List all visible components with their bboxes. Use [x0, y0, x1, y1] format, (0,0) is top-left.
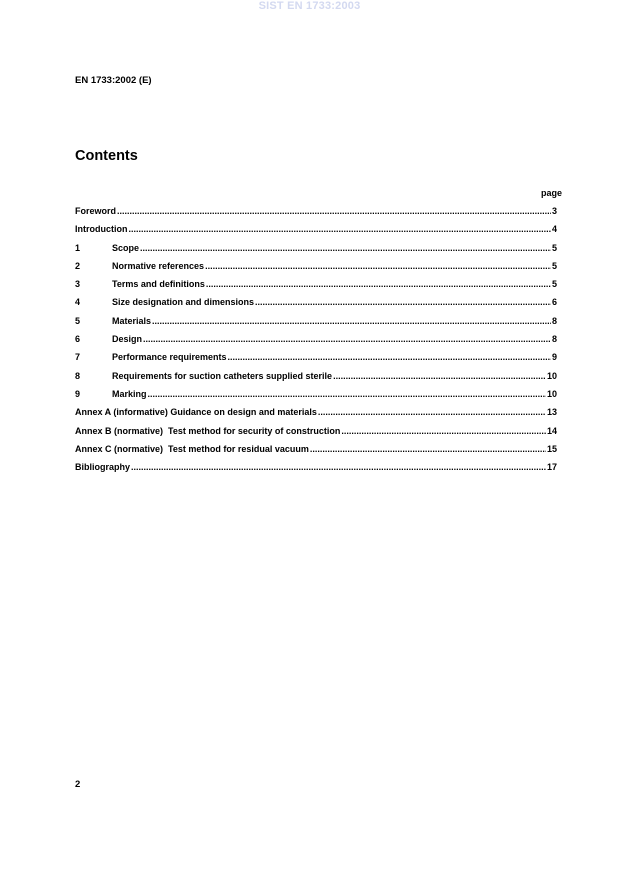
toc-entry-terms-and-definitions[interactable]: [75, 279, 557, 297]
toc-entry-number: 9: [75, 388, 81, 399]
toc-entry-label: Performance requirements: [112, 352, 227, 363]
page-number: 2: [75, 779, 81, 790]
toc-entry-page: 17: [546, 462, 557, 473]
toc-entry-label: Terms and definitions: [112, 279, 205, 290]
toc-entry-marking[interactable]: [75, 389, 557, 407]
toc-entry-materials[interactable]: [75, 316, 557, 334]
toc-entry-label: Design: [112, 334, 143, 345]
toc-entry-scope[interactable]: [75, 243, 557, 261]
toc-entry-page: 13: [546, 407, 557, 418]
toc-entry-label: Introduction: [75, 224, 128, 235]
toc-entry-page: 15: [546, 443, 557, 454]
toc-entry-page: 8: [551, 315, 557, 326]
toc-entry-introduction[interactable]: [75, 224, 557, 242]
toc-entry-foreword[interactable]: [75, 206, 557, 224]
toc-entry-number: 2: [75, 260, 81, 271]
toc-entry-number: 7: [75, 352, 81, 363]
dot-leader: [205, 261, 551, 271]
contents-heading: Contents: [75, 148, 138, 164]
dot-leader: [310, 444, 546, 454]
toc-entry-annex-c[interactable]: [75, 444, 557, 462]
toc-entry-page: 8: [551, 334, 557, 345]
toc-entry-performance-requirements[interactable]: [75, 352, 557, 370]
dot-leader: [318, 407, 546, 417]
dot-leader: [341, 426, 546, 436]
toc-entry-label: Requirements for suction catheters supplied sterile: [112, 370, 333, 381]
toc-entry-annex-b[interactable]: [75, 426, 557, 444]
page-column-label: page: [540, 188, 562, 198]
dot-leader: [228, 352, 551, 362]
toc-entry-label: Marking: [112, 388, 147, 399]
toc-entry-label: Foreword: [75, 206, 117, 216]
toc-entry-bibliography[interactable]: [75, 462, 557, 480]
toc-entry-page: 10: [546, 370, 557, 381]
dot-leader: [143, 334, 551, 344]
toc-entry-label: Scope: [112, 242, 140, 253]
dot-leader: [206, 279, 551, 289]
toc-entry-page: 4: [551, 224, 557, 235]
toc-entry-label: Annex B (normative) Test method for security of construction: [75, 425, 341, 436]
toc-entry-annex-a[interactable]: [75, 407, 557, 425]
dot-leader: [117, 206, 551, 216]
toc-entry-design[interactable]: [75, 334, 557, 352]
toc-entry-label: Annex A (informative) Guidance on design and materials: [75, 407, 317, 418]
toc-entry-page: 9: [551, 352, 557, 363]
toc-entry-normative-references[interactable]: [75, 261, 557, 279]
dot-leader: [140, 243, 551, 253]
toc-entry-page: 5: [551, 242, 557, 253]
toc-entry-label: Annex C (normative) Test method for residual vacuum: [75, 443, 309, 454]
dot-leader: [131, 462, 546, 472]
watermark: SIST EN 1733:2003: [258, 0, 361, 12]
dot-leader: [129, 224, 551, 234]
dot-leader: [152, 316, 551, 326]
document-id: EN 1733:2002 (E): [75, 75, 152, 86]
toc-entry-number: 3: [75, 279, 81, 290]
toc-entry-page: 3: [551, 206, 557, 216]
toc-entry-number: 6: [75, 334, 81, 345]
toc-entry-page: 5: [551, 279, 557, 290]
dot-leader: [333, 371, 546, 381]
toc-entry-label: Materials: [112, 315, 152, 326]
toc-entry-label: Bibliography: [75, 462, 131, 473]
toc-entry-page: 10: [546, 388, 557, 399]
toc-entry-number: 4: [75, 297, 81, 308]
table-of-contents: [75, 206, 557, 480]
toc-entry-number: 5: [75, 315, 81, 326]
toc-entry-page: 6: [551, 297, 557, 308]
toc-entry-size-designation[interactable]: [75, 297, 557, 315]
toc-entry-sterile-requirements[interactable]: [75, 371, 557, 389]
toc-entry-page: 14: [546, 425, 557, 436]
toc-entry-number: 1: [75, 242, 81, 253]
toc-entry-label: Normative references: [112, 260, 205, 271]
toc-entry-label: Size designation and dimensions: [112, 297, 255, 308]
dot-leader: [255, 297, 551, 307]
toc-entry-page: 5: [551, 260, 557, 271]
dot-leader: [148, 389, 546, 399]
toc-entry-number: 8: [75, 370, 81, 381]
